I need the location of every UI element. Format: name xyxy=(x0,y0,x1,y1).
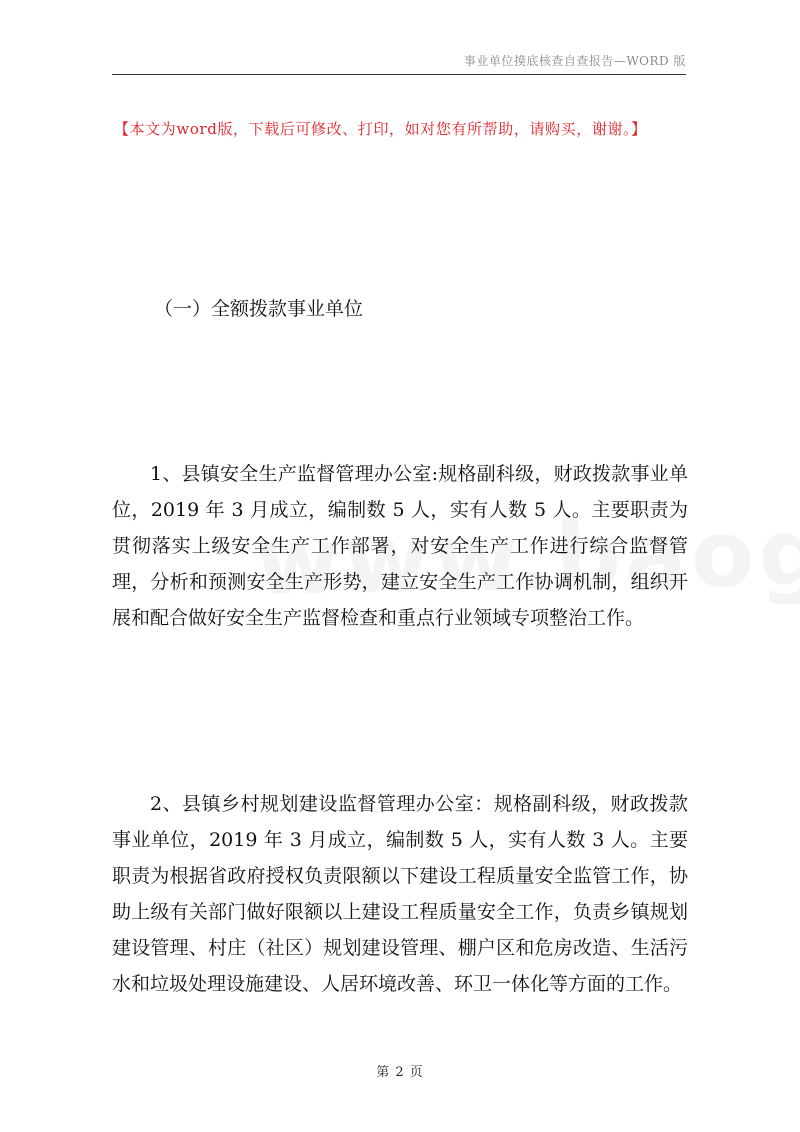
paragraph-safety-office: 1、县镇安全生产监督管理办公室:规格副科级，财政拨款事业单位，2019 年 3 月成立，编制数 5 人，实有人数 5 人。主要职责为贯彻落实上级安全生产工作部署，对安全生产工作进行综合监督管理，分析和预测安全生产形势，建立安全生产工作协调机制，组织开展和配合做好安全生产监督检查和重点行业领域专项整治工作。 xyxy=(112,463,688,629)
paragraph-planning-office: 2、县镇乡村规划建设监督管理办公室：规格副科级，财政拨款事业单位，2019 年 3 月成立，编制数 5 人，实有人数 3 人。主要职责为根据省政府授权负责限额以下建设工程质量安全监管工作，协助上级有关部门做好限额以上建设工程质量安全工作，负责乡镇规划建设管理、村庄（社区）规划建设管理、棚户区和危房改造、生活污水和垃圾处理设施建设、人居环境改善、环卫一体化等方面的工作。 xyxy=(112,793,688,995)
page-number: 第 2 页 xyxy=(376,1065,424,1080)
purchase-notice: 【本文为word版，下载后可修改、打印，如对您有所帮助，请购买，谢谢。】 xyxy=(114,120,647,138)
section-heading: （一）全额拨款事业单位 xyxy=(154,298,364,320)
page-header: 事业单位摸底核查自查报告—WORD 版 xyxy=(463,54,686,68)
header-divider xyxy=(112,74,686,75)
